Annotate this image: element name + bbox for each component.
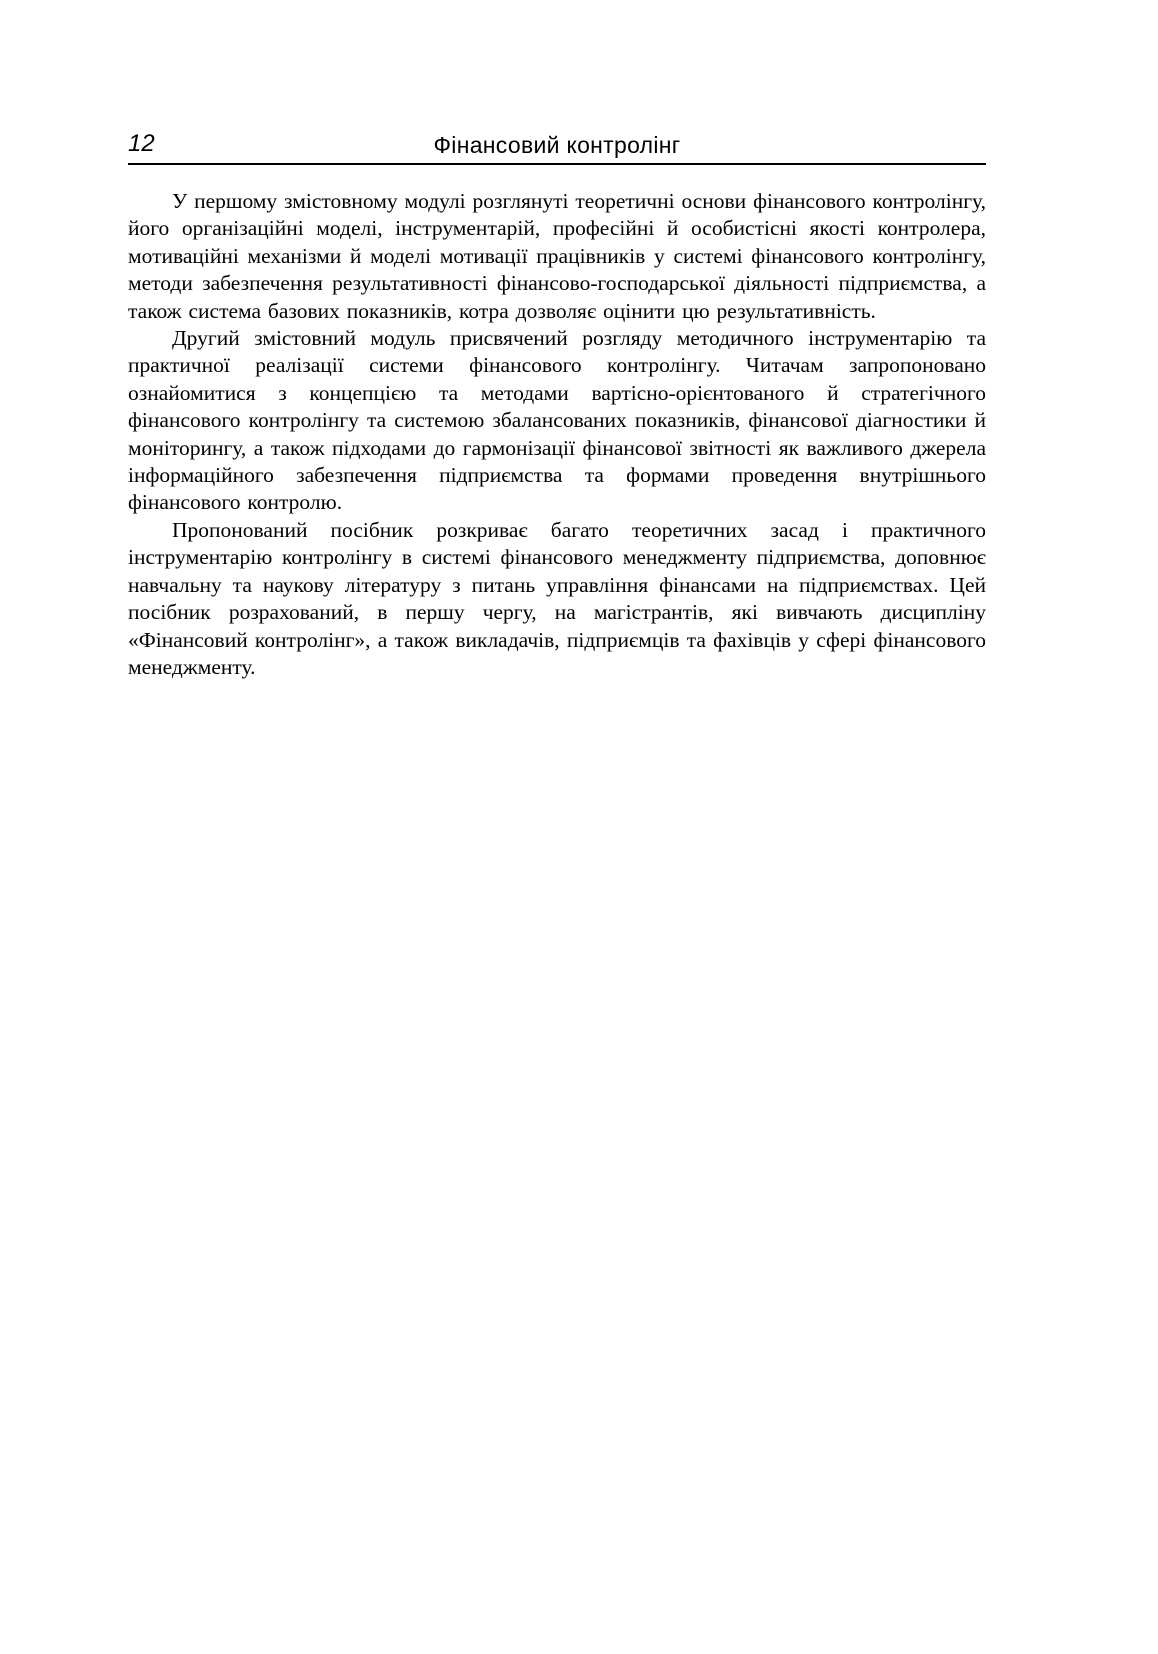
paragraph-2: Другий змістовний модуль присвячений розгляду методичного інструментарію та практичної реалізації системи фінансового контролінгу. Читачам запропоновано ознайомитися з концепцією та методами вартісно-орієнтованого й стратегічного фінансового контролінгу та системою збалансованих показників, фінансової діагностики й моніторингу, а також підходами до гармонізації фінансової звітності як важливого джерела інформаційного забезпечення підприємства та формами проведення внутрішнього фінансового контролю. <box>128 326 986 515</box>
page-header <box>128 130 986 160</box>
page-number: 12 <box>128 130 155 157</box>
paragraph-3: Пропонований посібник розкриває багато теоретичних засад і практичного інструментарію контролінгу в системі фінансового менеджменту підприємства, доповнює навчальну та наукову літературу з питань управління фінансами на підприємствах. Цей посібник розрахований, в першу чергу, на магістрантів, які вивчають дисципліну «Фінансовий контролінг», а також викладачів, підприємців та фахівців у сфері фінансового менеджменту. <box>128 517 986 679</box>
page-content <box>128 188 986 681</box>
header-rule <box>128 163 986 165</box>
running-header-title: Фінансовий контролінг <box>433 132 681 158</box>
paragraph-1: У першому змістовному модулі розглянуті теоретичні основи фінансового контролінгу, його організаційні моделі, інструментарій, професійні й особистісні якості контролера, мотиваційні механізми й моделі мотивації працівників у системі фінансового контролінгу, методи забезпечення результативності фінансово-господарської діяльності підприємства, а також система базових показників, котра дозволяє оцінити цю результативність. <box>128 189 986 323</box>
